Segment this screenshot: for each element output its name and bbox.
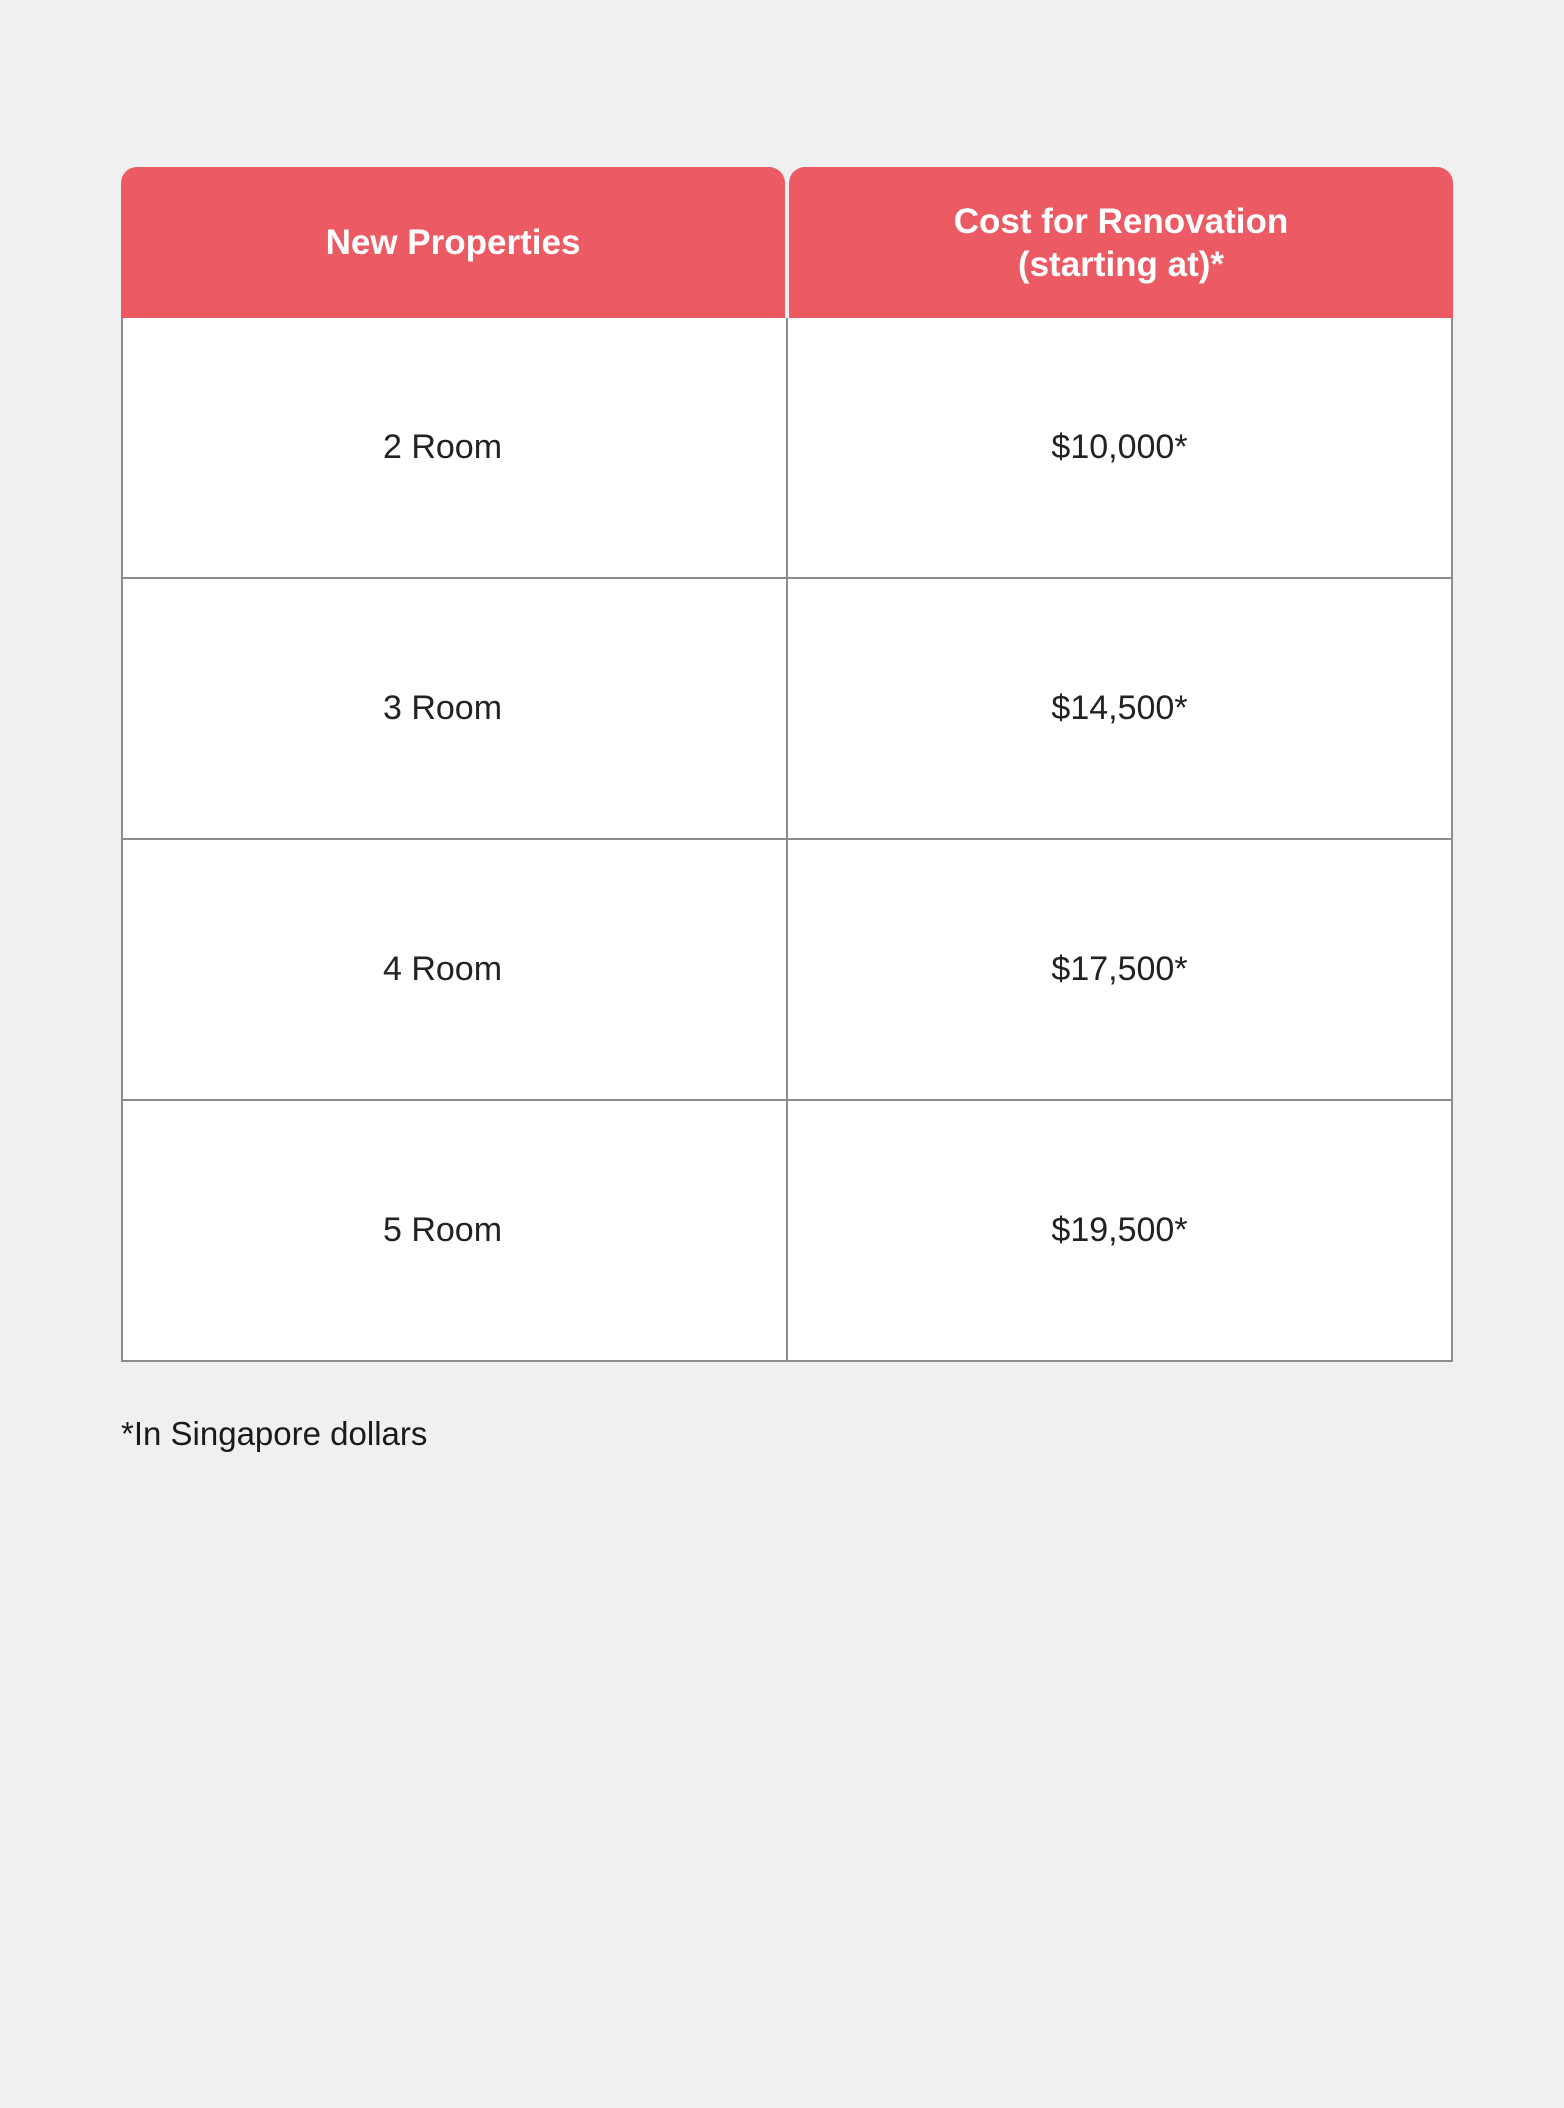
- property-label: 2 Room: [382, 428, 503, 466]
- table-header: [121, 167, 1453, 318]
- property-label: 4 Room: [382, 950, 503, 988]
- header-new-properties: [121, 167, 785, 318]
- footnote: *In Singapore dollars: [121, 1415, 428, 1452]
- table-row: [123, 318, 1451, 577]
- property-label: 5 Room: [382, 1211, 503, 1249]
- property-cell: [123, 579, 788, 838]
- renovation-cost-table: [121, 167, 1453, 1362]
- header-label: Cost for Renovation (starting at)*: [953, 201, 1289, 284]
- cost-value: $14,500*: [1051, 689, 1188, 727]
- cost-value: $19,500*: [1051, 1211, 1188, 1249]
- property-cell: [123, 318, 788, 577]
- cost-value: $10,000*: [1051, 428, 1188, 466]
- cost-cell: [788, 318, 1451, 577]
- cost-value: $17,500*: [1051, 950, 1188, 988]
- cost-cell: [788, 579, 1451, 838]
- cost-cell: [788, 1101, 1451, 1360]
- table-row: [123, 577, 1451, 838]
- property-label: 3 Room: [382, 689, 503, 727]
- cost-cell: [788, 840, 1451, 1099]
- table-body: [121, 318, 1453, 1362]
- table-row: [123, 838, 1451, 1099]
- header-renovation-cost: [789, 167, 1453, 318]
- table-row: [123, 1099, 1451, 1360]
- header-label: New Properties: [325, 223, 581, 262]
- property-cell: [123, 840, 788, 1099]
- property-cell: [123, 1101, 788, 1360]
